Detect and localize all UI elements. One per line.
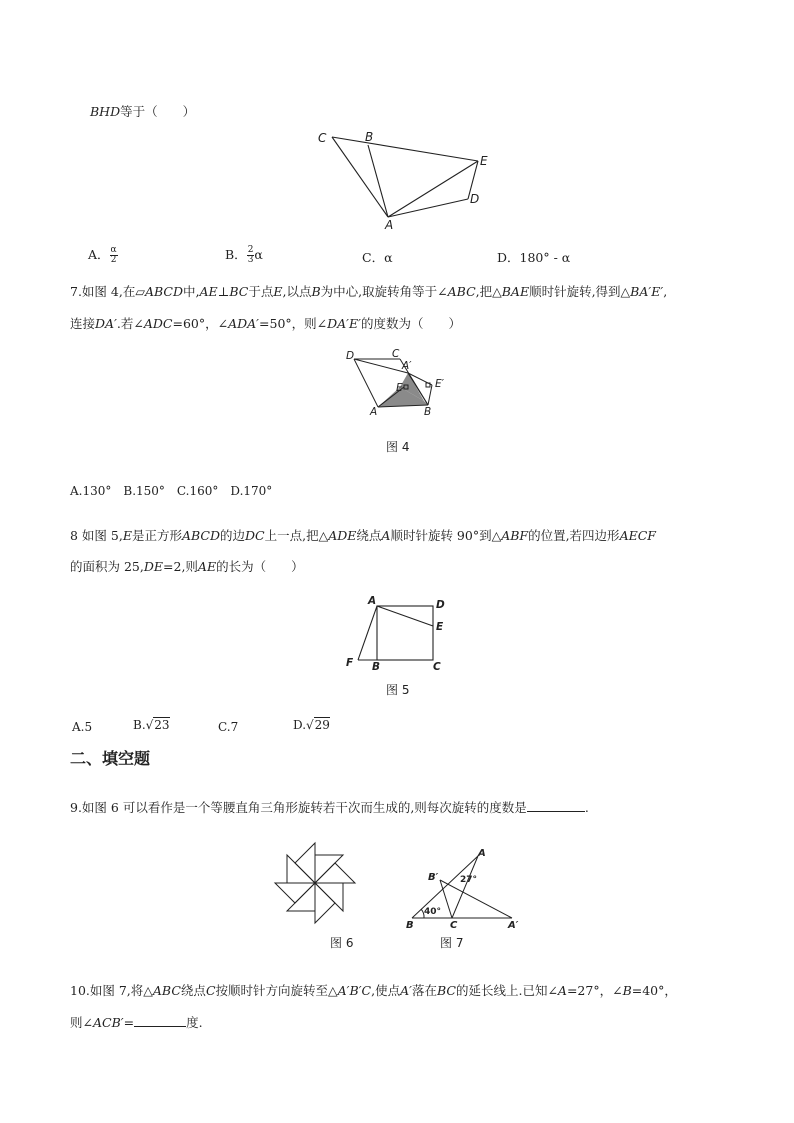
q8-choice-c[interactable]: C.7 [218,720,239,734]
q6-choice-b[interactable] [225,245,263,265]
q9-text: 9.如图 6 可以看作是一个等腰直角三角形旋转若干次而生成的,则每次旋转的度数是 [70,800,527,815]
text-segment: =2,则 [163,559,198,574]
q6-edge-a-d [388,199,468,217]
text-segment: =60°，∠ [172,316,229,331]
text-segment: DA′ [95,316,117,331]
q8-label-c: C [433,661,441,673]
fig7-label-40: 40° [424,907,442,917]
text-segment: 的面积为 25, [70,559,144,574]
q10-figure-7 [400,846,525,931]
q8-choice-b-radicand: 23 [154,718,170,732]
q8-choice-d-radicand: 29 [314,718,330,732]
q6-figure [310,125,510,230]
q7-label-b: B [424,406,432,418]
q7-label-d: D [346,350,355,362]
q6-stem-text: 等于（ ） [120,104,196,119]
q6-choice-c-label: C． [362,250,385,265]
pinwheel-blade-1 [295,843,315,883]
q6-edge-c-e [332,137,478,161]
q8-figure-caption: 图 5 [386,683,410,697]
text-segment: DA′E′ [327,316,361,331]
fig7-label-bprime: B′ [428,872,439,883]
q6-choice-a[interactable] [88,245,118,265]
q8-square-abcd [377,606,433,660]
q8-line-2 [70,559,304,575]
text-segment: ABCD [181,528,220,543]
q6-edge-a-e [388,161,478,217]
text-segment: 顺时针旋转 90°到△ [390,528,502,543]
fig7-edge-b-a [412,856,478,918]
q6-stem-italic: BHD [90,104,121,119]
text-segment: ACB′ [92,1015,124,1030]
q6-label-c: C [318,131,327,145]
q7-label-e-prime: E′ [435,378,445,390]
text-segment: AECF [619,528,656,543]
q10-line-1 [70,983,677,999]
section-title: 二、填空题 [70,749,151,768]
q10-answer-blank[interactable] [134,1014,186,1027]
pinwheel-blade-3 [315,863,355,883]
q8-edge-a-f [358,606,377,660]
text-segment: 落在 [411,983,437,998]
text-segment: DC [245,528,265,543]
text-segment: E [122,528,132,543]
fig7-label-a: A [478,848,486,859]
q8-choice-a[interactable]: A.5 [72,720,93,734]
q6-edge-b-a [368,145,388,217]
q10-line-2 [70,1014,203,1031]
q8-label-a: A [368,595,377,607]
q8-choice-d-label: D. [293,718,307,732]
q6-choice-a-den: 2 [110,255,117,265]
pinwheel-blade-8 [287,855,315,883]
q7-edge-d-a2 [354,359,408,373]
fig7-edge-c-a [452,856,478,918]
text-segment: B [311,284,321,299]
text-segment: ,使点 [371,983,401,998]
pinwheel-blade-7 [275,883,315,903]
text-segment: 7.如图 4,在 [70,284,136,299]
text-segment: 10.如图 7,将△ [70,983,153,998]
text-segment: ,把△ [475,284,502,299]
text-segment: =40°， [631,983,677,998]
text-segment: , [663,284,668,299]
q8-edge-a-e [377,606,433,626]
text-segment: 的边 [220,528,246,543]
text-segment: =50°，则∠ [259,316,328,331]
text-segment: ABC [152,983,181,998]
q7-figure-4 [340,345,460,420]
q8-label-f: F [346,657,354,669]
text-segment: = [123,1015,135,1030]
text-segment: 连接 [70,316,96,331]
q8-choice-b[interactable]: B.√23 [133,718,170,732]
q6-label-a: A [385,218,394,230]
q6-choice-b-label: B． [225,247,247,262]
text-segment: AE⊥BC [199,284,249,299]
q7-line-2 [70,316,461,332]
q9-figure-6-caption: 图 6 [330,936,354,950]
q6-choice-a-frac [110,246,118,265]
fig7-label-c: C [450,920,458,931]
text-segment: 顺时针旋转,得到△ [529,284,631,299]
text-segment: BA′E′ [630,284,664,299]
text-segment: DE [143,559,164,574]
text-segment: 则∠ [70,1015,93,1030]
q6-choice-d-text: 180° - α [519,250,571,265]
q6-label-b: B [365,130,374,144]
text-segment: 的位置,若四边形 [528,528,620,543]
text-segment: 按顺时针方向旋转至△ [215,983,338,998]
text-segment: 中, [182,284,200,299]
text-segment: ▱ABCD [135,284,183,299]
q7-figure-caption: 图 4 [386,440,410,454]
q7-label-c: C [392,348,400,360]
q7-label-a-prime: A′ [402,360,412,372]
fig7-label-aprime: A′ [508,920,519,931]
q8-line-1 [70,528,656,544]
q6-choice-a-num: α [110,245,117,255]
fig7-label-27: 27° [460,875,478,885]
q7-line-1 [70,284,667,300]
text-segment: A′ [400,983,412,998]
text-segment: 于点 [248,284,274,299]
q8-choice-d[interactable]: D.√29 [293,718,330,732]
q8-choice-b-label: B. [133,718,146,732]
text-segment: BAE [501,284,530,299]
q9-text-end: . [584,800,589,815]
q8-label-e: E [436,621,444,633]
q6-choice-b-suffix: α [254,247,263,262]
text-segment: 绕点 [180,983,206,998]
fig7-label-b: B [406,920,414,931]
q6-choice-b-num: 2 [247,245,254,255]
text-segment: B [622,983,632,998]
q6-choice-a-label: A． [88,247,110,262]
q6-label-d: D [470,192,480,206]
text-segment: 度. [186,1015,203,1030]
text-segment: 为中心,取旋转角等于∠ [320,284,448,299]
q8-figure-5 [340,592,455,674]
q10-figure-7-caption: 图 7 [440,936,464,950]
text-segment: ,以点 [282,284,312,299]
q9-answer-blank[interactable] [527,799,585,812]
pinwheel-blade-5 [315,883,335,923]
q6-stem-tail [90,104,195,120]
q8-label-d: D [436,599,445,611]
q6-choice-d-label: D． [497,250,520,265]
text-segment: A [557,983,567,998]
text-segment: AE [197,559,217,574]
text-segment: ADA′ [228,316,260,331]
q9-line [70,799,589,816]
text-segment: 是正方形 [131,528,182,543]
text-segment: C [205,983,216,998]
text-segment: A′B′C [337,983,372,998]
text-segment: 绕点 [356,528,382,543]
text-segment: 的延长线上.已知∠ [455,983,558,998]
text-segment: ABF [501,528,529,543]
text-segment: ADE [328,528,357,543]
text-segment: ABC [447,284,476,299]
q8-label-b: B [372,661,381,673]
q7-label-a: A [370,406,378,418]
q6-choice-d[interactable] [497,248,570,266]
q9-figure-6-pinwheel [270,838,360,928]
text-segment: BC [436,983,456,998]
text-segment: ADC [143,316,173,331]
text-segment: 上一点,把△ [264,528,329,543]
q6-choice-c[interactable] [362,248,393,266]
text-segment: A [381,528,391,543]
q7-label-e: E [396,382,403,394]
fig7-edge-bprime-aprime [440,880,512,918]
q6-label-e: E [480,154,488,168]
q7-edge-e2-b [428,385,432,405]
q6-edge-c-a [332,137,388,217]
text-segment: =27°，∠ [566,983,623,998]
q6-choice-b-den: 3 [247,255,254,265]
text-segment: 的度数为（ ） [360,316,461,331]
text-segment: .若∠ [116,316,144,331]
q6-choice-c-text: α [384,250,393,265]
text-segment: 的长为（ ） [216,559,304,574]
text-segment: E [273,284,283,299]
text-segment: 8 如图 5, [70,528,123,543]
q7-edge-d-a [354,359,378,407]
q7-choices[interactable]: A.130° B.150° C.160° D.170° [70,484,273,498]
